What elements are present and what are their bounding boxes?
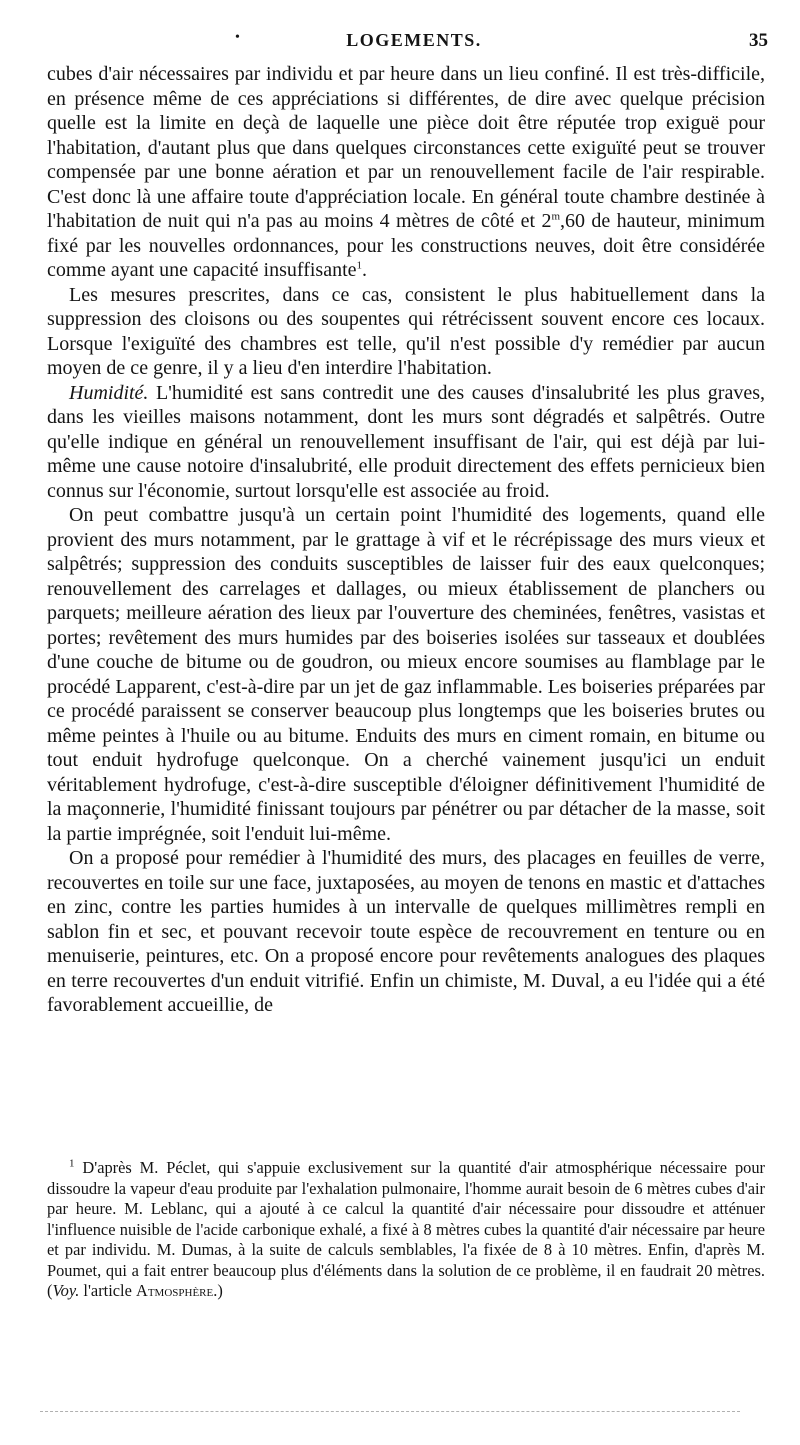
text-run: l'article [79,1281,136,1300]
text-run: D'après M. Péclet, qui s'appuie exclusivement sur la quantité d'air atmosphérique nécessaire pour dissoudre la vapeur d'eau produite par l'exhalation pulmonaire, l'homme aurait besoin de 6 mètres cubes d'air par heure. M. Leblanc, qui a ajouté à ce calcul la quantité d'air nécessaire pour dissoudre et atténuer l'influence nuisible de l'acide carbonique exhalé, a fixé à 8 mètres cubes la quantité d'air nécessaire par heure et par individu. M. Dumas, à la suite de calculs semblables, l'a fixée de 8 à 10 mètres. Enfin, d'après M. Poumet, qui a fait entrer beaucoup plus d'éléments dans la solution de ce problème, il en faudrait 20 mètres. ( [47,1158,765,1300]
cross-reference: Atmosphère [135,1281,214,1300]
paragraph [47,283,765,381]
italic-run: Voy. [52,1281,80,1300]
footnote-number: 1 [69,1157,75,1170]
page-number: 35 [749,30,768,51]
text-run: On a proposé pour remédier à l'humidité des murs, des placages en feuilles de verre, recouvertes en toile sur une face, juxtaposées, au moyen de tenons en mastic et d'attaches en zinc, contre les parties humides à un intervalle de quelques millimètres rempli en sablon fin et sec, et pouvant recevoir toute espèce de recouvrement en tenture ou en menuiserie, peintures, etc. On a proposé encore pour revêtements analogues des plaques en terre recouvertes d'un enduit vitrifié. Enfin un chimiste, M. Duval, a eu l'idée qui a été favorablement accueillie, de [47,847,765,1016]
text-run: L'humidité est sans contredit une des causes d'insalubrité les plus graves, dans les vieilles maisons notamment, dont les murs sont dégradés et salpêtrés. Outre qu'elle indique en général un renouvellement insuffisant de l'air, qui est déjà par lui-même une cause notoire d'insalubrité, elle produit directement des effets pernicieux bien connus sur l'économie, surtout lorsqu'elle est associée au froid. [47,381,765,502]
body-text [47,62,765,1018]
text-run: Les mesures prescrites, dans ce cas, consistent le plus habituellement dans la suppression des cloisons ou des soupentes qui rétrécissent souvent encore ces locaux. Lorsque l'exiguïté des chambres est telle, qu'il n'est possible d'y remédier par aucun moyen de ce genre, il y a lieu d'en interdire l'habitation. [47,283,765,379]
section-lead: Humidité. [69,381,149,404]
footnote-ref: 1 [356,259,363,272]
text-run: cubes d'air nécessaires par individu et par heure dans un lieu confiné. Il est très-difficile, en présence même de ces appréciations si différentes, de dire avec quelque précision quelle est la limite en deçà de laquelle une pièce doit être réputée trop exiguë pour l'habitation, d'autant plus que dans quelques circonstances cette exiguïté peut se trouver compensée par une bonne aération et par un renouvellement facile de l'air respirable. C'est donc là une affaire toute d'appréciation locale. En général toute chambre destinée à l'habitation de nuit qui n'a pas au moins 4 mètres de côté et 2 [47,63,765,232]
text-run: .) [213,1281,223,1300]
footnotes [47,1158,765,1302]
margin-mark: • [235,30,240,45]
paragraph [47,381,765,504]
text-run: ,60 de hauteur, minimum fixé par les nouvelles ordonnances, pour les constructions neuves, doit être considérée comme ayant une capacité insuffisante [47,210,765,281]
page-header [60,30,768,54]
bottom-rule [40,1411,740,1412]
paragraph [47,62,765,283]
superscript: m [551,210,561,223]
text-run: On peut combattre jusqu'à un certain point l'humidité des logements, quand elle provient des murs notamment, par le grattage à vif et le récrépissage des murs vieux et salpêtrés; suppression des conduits susceptibles de laisser fuir des eaux quelconques; renouvellement des carrelages et dallages, ou mieux établissement de planchers ou parquets; meilleure aération des lieux par l'ouverture des cheminées, fenêtres, vasistas et portes; revêtement des murs humides par des boiseries isolées sur tasseaux et doublées d'une couche de bitume ou de goudron, ou mieux encore soumises au flamblage par le procédé Lapparent, c'est-à-dire par un jet de gaz inflammable. Les boiseries préparées par ce procédé paraissent se conserver beaucoup plus longtemps que les boiseries brutes ou même peintes à l'huile ou au bitume. Enduits des murs en ciment romain, en bitume ou tout enduit hydrofuge quelconque. On a cherché vainement jusqu'ici un enduit véritablement hydrofuge, c'est-à-dire susceptible d'éloigner définitivement l'humidité de la maçonnerie, l'humidité finissant toujours par pénétrer ou par détacher de la masse, soit la partie imprégnée, soit l'enduit lui-même. [47,504,765,845]
footnote [47,1158,765,1302]
running-head: LOGEMENTS. [346,30,482,50]
text-run: . [362,259,368,281]
paragraph [47,846,765,1018]
paragraph [47,503,765,846]
